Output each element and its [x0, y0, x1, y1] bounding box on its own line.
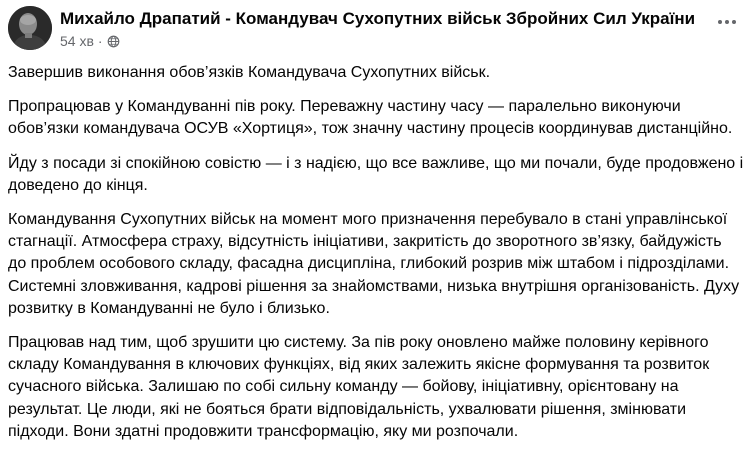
- post-paragraph: Завершив виконання обов’язків Командувача Сухопутних військ.: [8, 64, 491, 81]
- post-paragraph: Командування Сухопутних військ на момент мого призначення перебувало в стані управлінської стагнації. Атмосфера страху, відсутність ініціативи, закритість до зворотного зв’язку, байдужість до проблем особового складу, фасадна дисципліна, глибокий розрив між штабом і підрозділами. Системні зловживання, кадрові рішення за знайомствами, низька внутрішня організованість. Духу розвитку в Командуванні не було і близько.: [8, 211, 740, 317]
- post-paragraph: Працював над тим, щоб зрушити цю систему. За пів року оновлено майже половину керівного складу Командування в ключових функціях, від яких залежить якісне формування та розвиток сучасного війська. Залишаю по собі сильну команду — бойову, ініціативну, орієнтовану на результат. Це люди, які не бояться брати відповідальність, ухвалювати рішення, змінювати підходи. Вони здатні продовжити трансформацію, яку ми розпочали.: [8, 334, 710, 440]
- post-header: [8, 6, 742, 56]
- author-name-link[interactable]: Михайло Драпатий - Командувач Сухопутних військ Збройних Сил України: [60, 9, 696, 28]
- post-body: [8, 62, 744, 455]
- profile-photo: [8, 6, 52, 50]
- post-meta: [60, 32, 120, 50]
- post-timestamp[interactable]: 54 хв: [60, 33, 94, 49]
- post-paragraph: Пропрацював у Командуванні пів року. Переважну частину часу — паралельно виконуючи обов’язки командувача ОСУВ «Хортиця», тож значну частину процесів координував дистанційно.: [8, 98, 733, 138]
- meta-separator: ·: [97, 33, 103, 49]
- globe-icon[interactable]: [107, 35, 120, 48]
- more-options-icon[interactable]: [712, 12, 742, 32]
- post-paragraph: Йду з посади зі спокійною совістю — і з надією, що все важливе, що ми почали, буде продовжено і доведено до кінця.: [8, 154, 744, 194]
- avatar[interactable]: [8, 6, 52, 50]
